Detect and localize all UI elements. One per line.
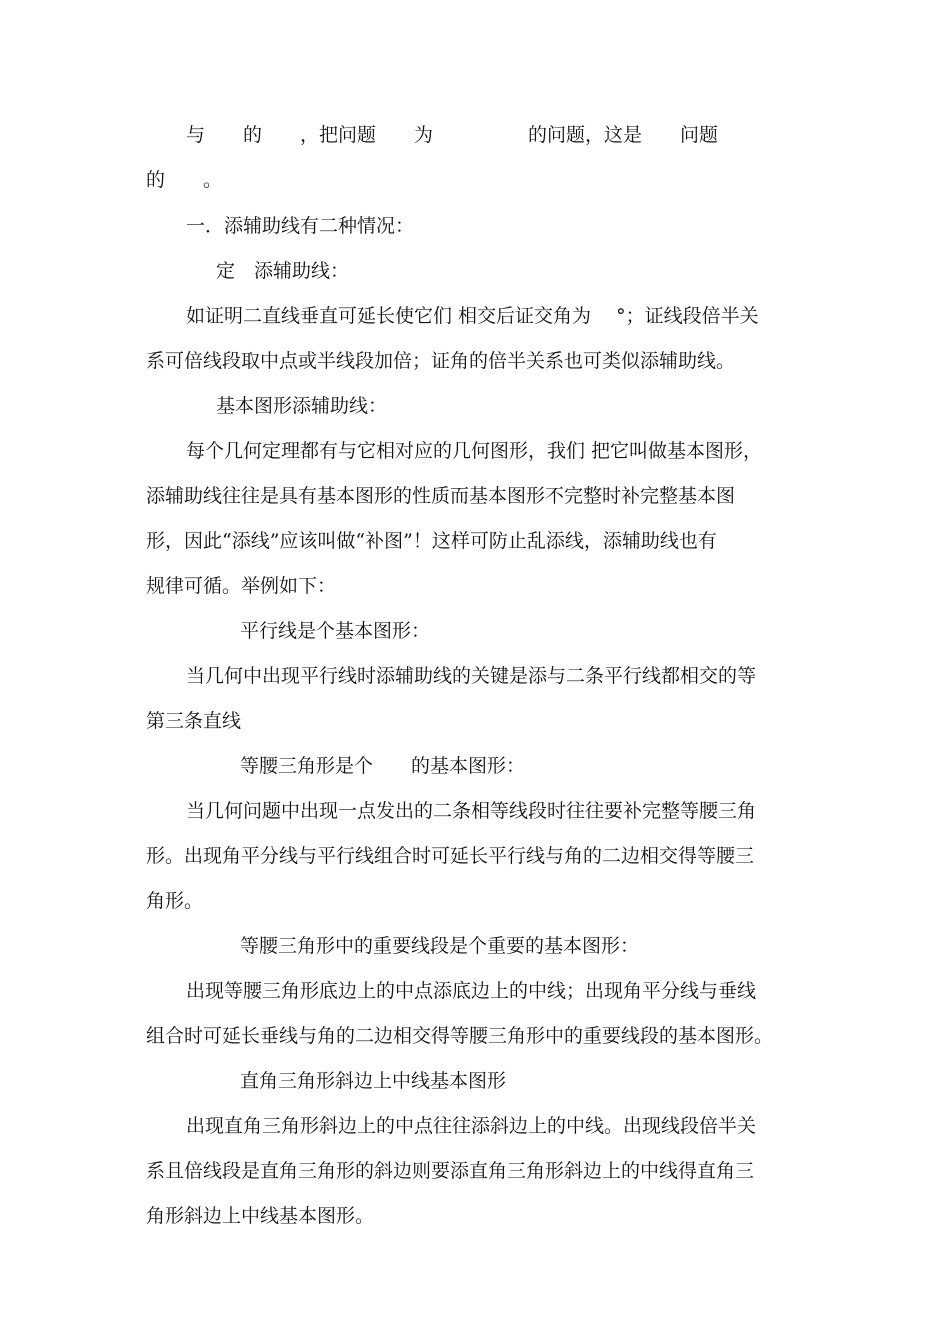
text-line: 出现直角三角形斜边上的中点往往添斜边上的中线。出现线段倍半关 (186, 1115, 757, 1137)
text-line: 组合时可延长垂线与角的二边相交得等腰三角形中的重要线段的基本图形。 (146, 1025, 774, 1047)
text-line: 系且倍线段是直角三角形的斜边则要添直角三角形斜边上的中线得直角三 (146, 1160, 755, 1182)
text-line: 与 的 ，把问题 为 的问题，这是 问题 (186, 124, 719, 146)
text-line: 每个几何定理都有与它相对应的几何图形，我们 把它叫做基本图形， (186, 440, 763, 462)
text-line: 当几何中出现平行线时添辅助线的关键是添与二条平行线都相交的等 (186, 665, 757, 687)
text-line: 添辅助线往往是具有基本图形的性质而基本图形不完整时补完整基本图 (146, 485, 736, 507)
text-line: 角形斜边上中线基本图形。 (146, 1205, 375, 1227)
text-line: 第三条直线 (146, 710, 242, 732)
text-line: 角形。 (146, 890, 204, 912)
subsection-heading: 等腰三角形是个 的基本图形： (240, 755, 526, 777)
subsection-heading: 平行线是个基本图形： (240, 620, 431, 642)
text-line: 规律可循。举例如下： (146, 575, 337, 597)
text-line: 如证明二直线垂直可延长使它们 相交后证交角为 °；证线段倍半关 (186, 305, 759, 327)
text-line: 形，因此“添线”应该叫做“补图”！这样可防止乱添线，添辅助线也有 (146, 530, 717, 552)
text-line: 当几何问题中出现一点发出的二条相等线段时往往要补完整等腰三角 (186, 800, 757, 822)
section-heading: 一．添辅助线有二种情况： (186, 215, 415, 237)
subsection-heading: 直角三角形斜边上中线基本图形 (240, 1070, 507, 1092)
text-line: 的 。 (146, 169, 223, 191)
text-line: 系可倍线段取中点或半线段加倍；证角的倍半关系也可类似添辅助线。 (146, 350, 736, 372)
subsection-heading: 基本图形添辅助线： (216, 395, 388, 417)
subsection-heading: 等腰三角形中的重要线段是个重要的基本图形： (240, 935, 640, 957)
text-line: 形。出现角平分线与平行线组合时可延长平行线与角的二边相交得等腰三 (146, 845, 755, 867)
subsection-heading: 定 添辅助线： (216, 260, 350, 282)
text-line: 出现等腰三角形底边上的中点添底边上的中线；出现角平分线与垂线 (186, 980, 757, 1002)
